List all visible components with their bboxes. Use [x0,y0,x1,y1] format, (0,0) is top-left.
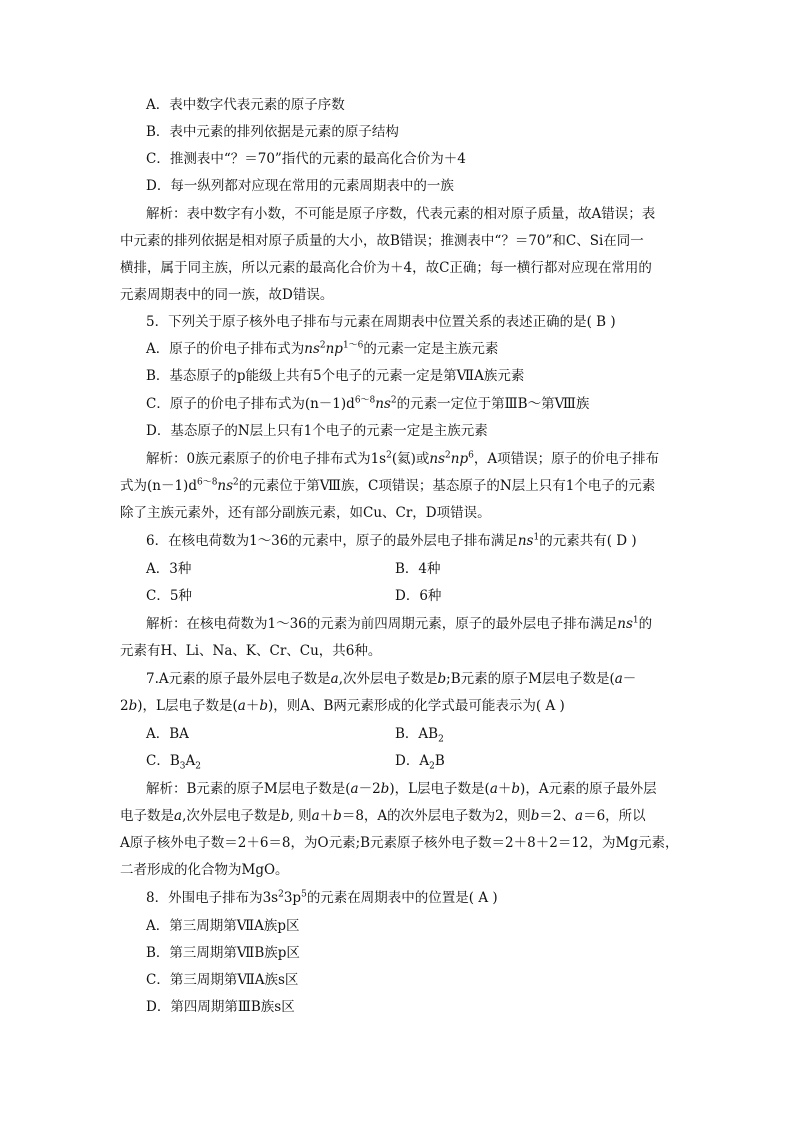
q5-option-a-pre: A．原子的价电子排布式为 [146,341,305,357]
formula-sup-2: 2 [386,450,392,461]
formula-ns: ns [375,396,391,412]
formula-sup-2: 2 [319,340,326,351]
q4-option-c: C．推测表中“？＝70”指代的元素的最高化合价为＋4 [146,151,466,167]
formula-ns: ns [429,451,446,467]
q7-analysis-line4: 二者形成的化合物为MgO。 [120,862,289,878]
q7-analysis-line2-mid5: ＝2、 [539,808,576,824]
q7-option-c-a: A [185,753,196,769]
var-b: b [259,698,268,714]
formula-n-minus-1: (n－1)d [304,396,355,412]
q7-analysis-line2 [120,807,646,825]
q6-analysis-line1-post: 的 [638,616,653,632]
q7-analysis-line1-mid2: )，L层电子数是( [389,781,490,797]
q5-analysis-line3: 除了主族元素外，还有部分副族元素，如Cu、Cr，D项错误。 [120,505,491,521]
formula-sup-6: 6 [468,450,474,461]
q4-analysis-line4: 元素周期表中的同一族，故D错误。 [120,287,334,303]
formula-sup-2: 2 [278,889,284,900]
q6-analysis-line1 [146,615,652,633]
q6-analysis-line1-pre: 解析：在核电荷数为1～36的元素为前四周期元素，原子的最外层电子排布满足 [146,616,618,632]
q7-analysis-line1 [146,780,657,798]
var-a: a [575,808,584,824]
q7-analysis-line2-pre: 电子数是 [120,808,174,824]
q4-analysis-line2: 中元素的排列依据是相对原子质量的大小，故B错误；推测表中“？＝70”和C、Si在同一 [120,233,644,249]
q6-option-c: C．5种 [146,588,192,604]
var-b: b [333,808,342,824]
formula-sup-1: 1 [632,615,639,626]
q7-stem-line1-pre: 7.A元素的原子最外层电子数是 [146,671,331,687]
formula-sup-5: 5 [301,889,307,900]
var-b: b [437,671,447,687]
q5-analysis-line1 [146,450,659,468]
q7-stem-line2 [120,697,565,715]
q6-stem-pre: 6．在核电荷数为1～36的元素中，原子的最外层电子排布满足 [146,533,518,549]
q5-analysis-line2-post: 的元素位于第Ⅷ族，C项错误；基态原子的N层上只有1个电子的元素 [238,478,656,494]
q7-analysis-line2-mid2: , 则 [289,808,312,824]
q7-analysis-line1-pre: 解析：B元素的原子M层电子数是( [146,781,351,797]
formula-sup-1-6: 1～6 [342,340,364,351]
q7-analysis-line2-mid3: ＋ [319,808,334,824]
q5-analysis-line2 [120,477,655,495]
q5-analysis-line1-mid: (氦)或 [391,451,430,467]
q5-option-a-post: 的元素一定是主族元素 [363,341,499,357]
q7-option-c [146,752,201,770]
q4-option-d: D．每一纵列都对应现在常用的元素周期表中的一族 [146,178,454,194]
q7-stem-line2-pre: 2 [120,698,129,714]
formula-np: np [450,451,469,467]
q8-option-d: D．第四周期第ⅢB族s区 [146,999,295,1015]
q7-analysis-line2-mid4: ＝8，A的次外层电子数为2，则 [341,808,531,824]
q6-stem-post: 的元素共有( D ) [539,533,637,549]
q5-option-b: B．基态原子的p能级上共有5个电子的元素一定是第ⅦA族元素 [146,368,525,384]
var-a: a [174,808,183,824]
formula-sup-6-8: 6～8 [354,395,376,406]
q7-option-d [395,752,445,770]
formula-ns: ns [517,533,534,549]
q6-option-b: B．4种 [395,561,441,577]
q7-option-c-text: C．B [146,753,180,769]
var-a: a [350,781,359,797]
var-b: b [380,781,390,797]
q5-analysis-line1-post: ，A项错误；原子的价电子排布 [473,451,660,467]
q4-analysis-line1: 解析：表中数字有小数，不可能是原子序数，代表元素的相对原子质量，故A错误；表 [146,206,656,222]
q7-analysis-line1-mid1: －2 [358,781,381,797]
var-b: b [128,698,138,714]
q8-option-b: B．第三周期第ⅦB族p区 [146,945,300,961]
q5-stem: 5．下列关于原子核外电子排布与元素在周期表中位置关系的表述正确的是( B ) [146,314,616,330]
q5-option-c [146,395,589,413]
q5-option-d: D．基态原子的N层上只有1个电子的元素一定是主族元素 [146,423,488,439]
q8-stem-post: 的元素在周期表中的位置是( A ) [306,890,498,906]
q7-option-d-text: D．A [395,753,430,769]
formula-n-minus-1: (n－1)d [147,478,197,494]
q7-option-a: A．BA [146,726,189,742]
q4-option-a: A．表中数字代表元素的原子序数 [146,97,345,113]
q5-option-c-post: 的元素一定位于第ⅢB～第Ⅷ族 [396,396,590,412]
formula-ns: ns [304,341,320,357]
formula-sub-2: 2 [438,734,444,745]
q6-option-a: A．3种 [146,561,192,577]
formula-sub-3: 3 [179,761,186,772]
var-a: a [489,781,498,797]
var-a: a [311,808,320,824]
q4-option-b: B．表中元素的排列依据是元素的原子结构 [146,124,399,140]
formula-sup-6-8: 6～8 [196,477,218,488]
q8-option-c: C．第三周期第ⅦA族s区 [146,972,299,988]
q6-analysis-line2: 元素有H、Li、Na、K、Cr、Cu，共6种。 [120,643,382,659]
q5-option-c-pre: C．原子的价电子排布式为 [146,396,305,412]
q7-analysis-line1-mid3: ＋ [497,781,512,797]
var-a: a [237,698,246,714]
q6-stem [146,532,637,550]
q8-stem [146,889,498,907]
formula-np: np [325,341,343,357]
q7-stem-line1-post: － [622,671,637,687]
formula-sub-2: 2 [195,761,201,772]
var-b: b [530,808,540,824]
formula-ns: ns [217,478,234,494]
q7-option-b [395,725,444,743]
q6-option-d: D．6种 [395,588,442,604]
q7-analysis-line1-post: )，A元素的原子最外层 [520,781,657,797]
q7-option-d-b: B [434,753,445,769]
q7-analysis-line3: A原子核外电子数＝2＋6＝8，为O元素;B元素原子核外电子数＝2＋8＋2＝12，为Mg元素， [120,835,679,851]
var-a: a [614,671,623,687]
var-b: b [280,808,290,824]
formula-sup-2: 2 [390,395,397,406]
q7-stem-line1-mid1: ,次外层电子数是 [338,671,438,687]
q7-analysis-line2-mid1: ,次外层电子数是 [182,808,281,824]
formula-sub-2: 2 [429,761,435,772]
q5-option-a [146,340,498,358]
formula-sup-2: 2 [233,477,239,488]
q8-option-a: A．第三周期第ⅦA族p区 [146,918,300,934]
q7-stem-line1-mid2: ;B元素的原子M层电子数是( [446,671,615,687]
q7-stem-line2-mid2: ＋ [245,698,260,714]
formula-ns: ns [617,616,633,632]
q8-stem-pre: 8．外围电子排布为3s [146,890,279,906]
formula-sup-1: 1 [533,532,540,543]
q5-analysis-line2-pre: 式为 [120,478,147,494]
formula-3p: 3p [283,890,302,906]
var-b: b [511,781,521,797]
q5-analysis-line1-pre: 解析：0族元素原子的价电子排布式为1s [146,451,387,467]
q7-analysis-line2-post: ＝6，所以 [583,808,646,824]
q7-stem-line2-post: )，则A、B两元素形成的化学式最可能表示为( A ) [267,698,565,714]
var-a: a [330,671,339,687]
q7-option-b-text: B．AB [395,726,439,742]
q4-analysis-line3: 横排，属于同主族，所以元素的最高化合价为＋4，故C正确；每一横行都对应现在常用的 [120,260,652,276]
q7-stem-line1 [146,670,636,688]
formula-sup-2: 2 [445,450,451,461]
q7-stem-line2-mid1: )，L层电子数是( [137,698,238,714]
